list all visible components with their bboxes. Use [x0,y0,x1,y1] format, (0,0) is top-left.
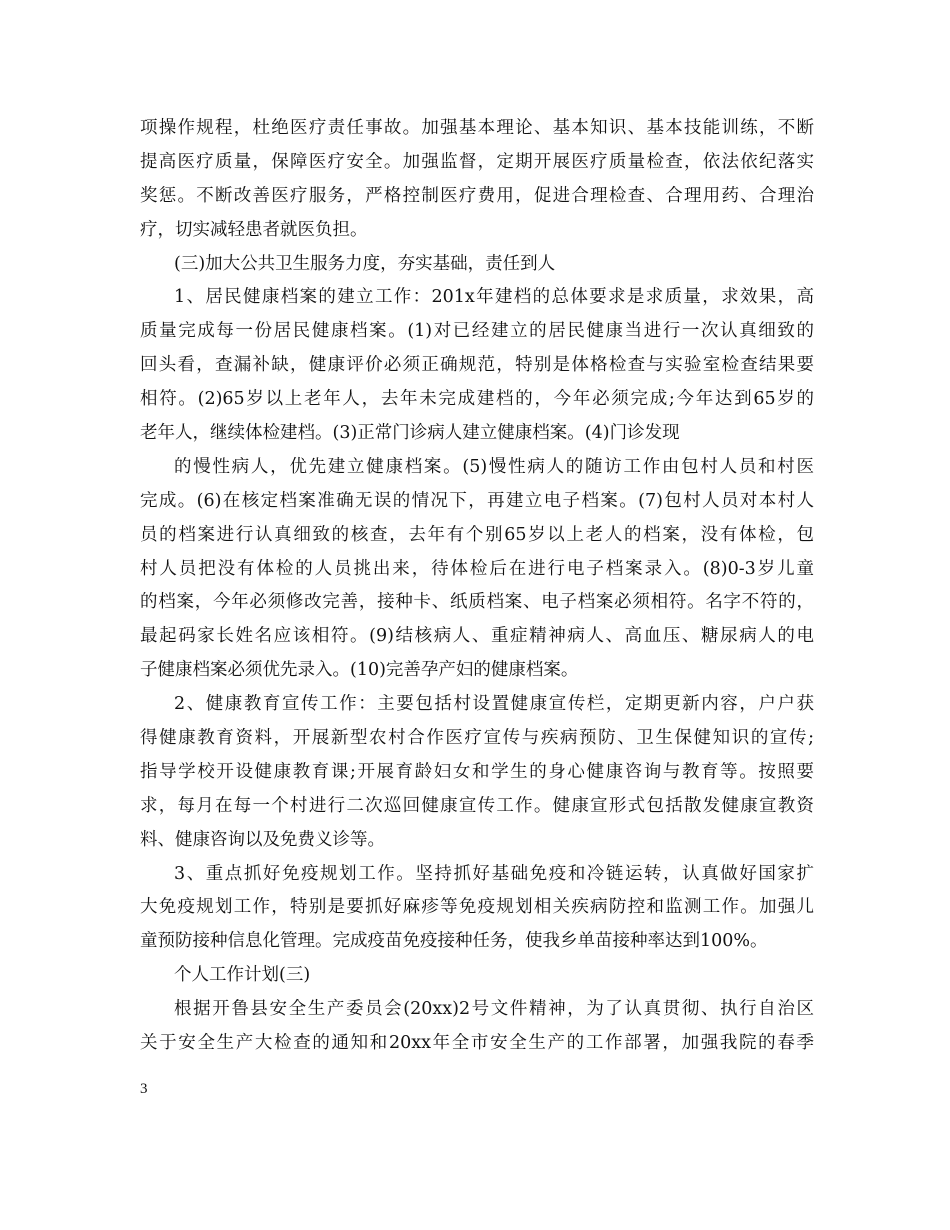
text-line-14: 村人员把没有体检的人员挑出来，待体检后在进行电子档案录入。(8)0-3岁儿童 [140,558,814,579]
text-line-4: 疗，切实减轻患者就医负担。 [140,219,368,240]
text-line-7: 质量完成每一份居民健康档案。(1)对已经建立的居民健康当进行一次认真细致的 [140,321,814,342]
text-line-24: 大免疫规划工作，特别是要抓好麻疹等免疫规划相关疾病防控和监测工作。加强儿 [140,897,814,918]
text-line-23: 3、重点抓好免疫规划工作。坚持抓好基础免疫和冷链运转，认真做好国家扩 [174,863,814,884]
text-line-25: 童预防接种信息化管理。完成疫苗免疫接种任务，使我乡单苗接种率达到100%。 [140,931,768,952]
text-line-11: 的慢性病人，优先建立健康档案。(5)慢性病人的随访工作由包村人员和村医 [174,456,814,477]
text-line-28: 关于安全生产大检查的通知和20xx年全市安全生产的工作部署，加强我院的春季 [140,1033,814,1054]
text-line-1: 项操作规程，杜绝医疗责任事故。加强基本理论、基本知识、基本技能训练，不断 [140,118,814,138]
text-line-15: 的档案，今年必须修改完善，接种卡、纸质档案、电子档案必须相符。名字不符的， [140,592,814,613]
text-line-6: 1、居民健康档案的建立工作：201x年建档的总体要求是求质量，求效果，高 [174,287,814,308]
section-heading: (三)加大公共卫生服务力度，夯实基础，责任到人 [174,253,556,274]
text-line-10: 老年人，继续体检建档。(3)正常门诊病人建立健康档案。(4)门诊发现 [140,423,680,444]
text-line-3: 奖惩。不断改善医疗服务，严格控制医疗费用，促进合理检查、合理用药、合理治 [140,185,814,206]
text-line-20: 指导学校开设健康教育课;开展育龄妇女和学生的身心健康咨询与教育等。按照要 [140,761,814,782]
text-line-22: 料、健康咨询以及免费义诊等。 [140,829,385,850]
text-line-8: 回头看，查漏补缺，健康评价必须正确规范，特别是体格检查与实验室检查结果要 [140,355,814,376]
text-line-9: 相符。(2)65岁以上老年人，去年未完成建档的，今年必须完成;今年达到65岁的 [140,389,814,410]
text-line-21: 求，每月在每一个村进行二次巡回健康宣传工作。健康宣形式包括散发健康宣教资 [140,795,814,816]
text-line-13: 员的档案进行认真细致的核查，去年有个别65岁以上老人的档案，没有体检，包 [140,524,814,545]
text-line-17: 子健康档案必须优先录入。(10)完善孕产妇的健康档案。 [140,660,579,681]
document-body [140,112,814,1061]
text-line-16: 最起码家长姓名应该相符。(9)结核病人、重症精神病人、高血压、糖尿病人的电 [140,626,814,647]
text-line-27: 根据开鲁县安全生产委员会(20xx)2号文件精神，为了认真贯彻、执行自治区 [174,999,814,1020]
text-line-2: 提高医疗质量，保障医疗安全。加强监督，定期开展医疗质量检查，依法依纪落实 [140,151,814,172]
text-line-12: 完成。(6)在核定档案准确无误的情况下，再建立电子档案。(7)包村人员对本村人 [140,490,814,511]
plan-title: 个人工作计划(三) [174,965,311,986]
text-line-19: 得健康教育资料，开展新型农村合作医疗宣传与疾病预防、卫生保健知识的宣传; [140,728,814,749]
text-line-18: 2、健康教育宣传工作：主要包括村设置健康宣传栏，定期更新内容，户户获 [174,694,814,715]
page-number: 3 [140,1081,148,1097]
